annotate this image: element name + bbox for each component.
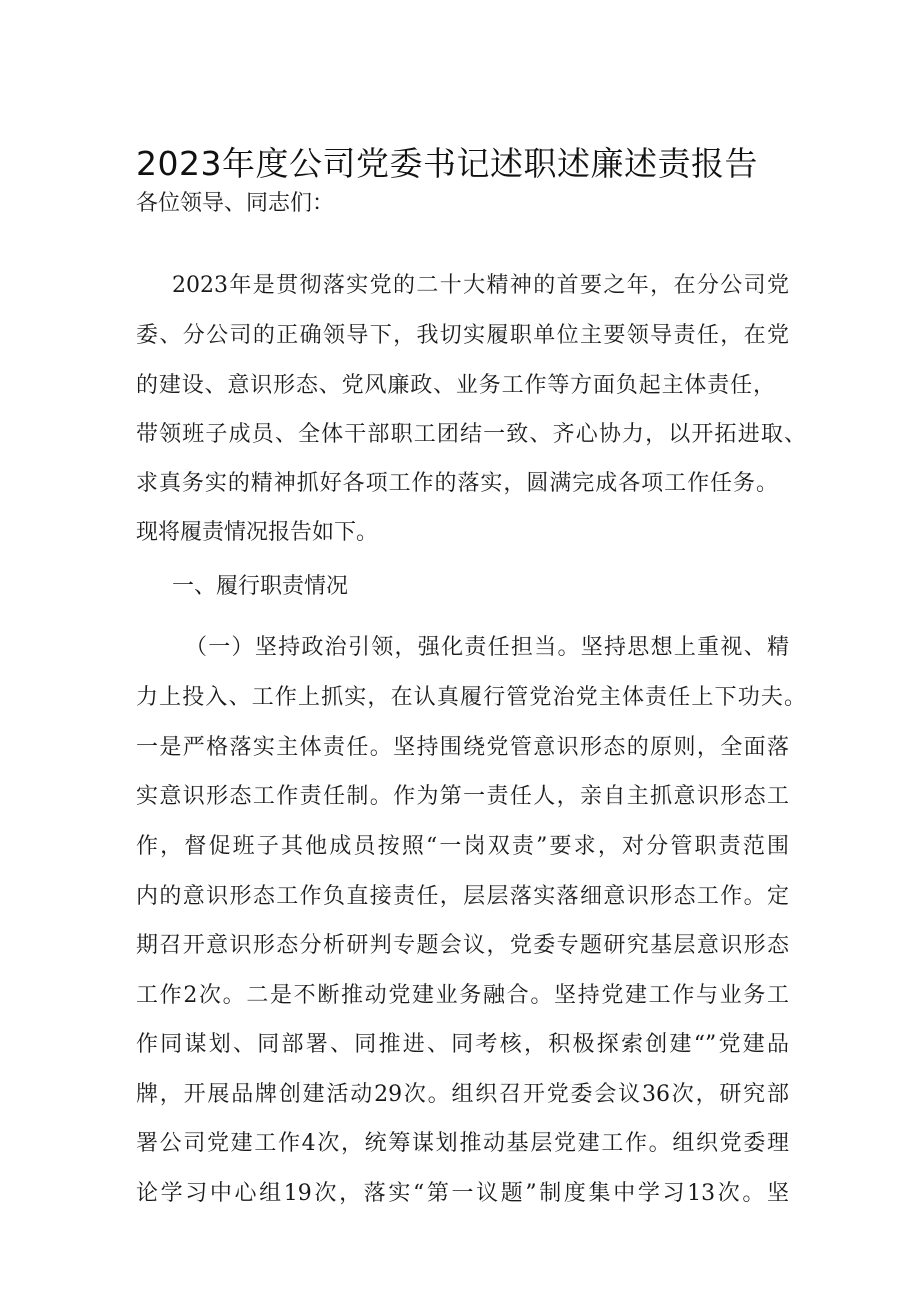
salutation: 各位领导、同志们：	[136, 191, 335, 216]
paragraph-1-line: 现将履责情况报告如下。	[136, 520, 379, 545]
paragraph-2-line: （一）坚持政治引领，强化责任担当。坚持思想上重视、精	[185, 635, 789, 660]
paragraph-1-line: 委、分公司的正确领导下，我切实履职单位主要领导责任，在党	[136, 323, 789, 348]
paragraph-2-line: 署公司党建工作4次，统筹谋划推动基层党建工作。组织党委理	[136, 1131, 789, 1156]
paragraph-2-line: 工作2次。二是不断推动党建业务融合。坚持党建工作与业务工	[136, 983, 789, 1008]
paragraph-2-line: 一是严格落实主体责任。坚持围绕党管意识形态的原则，全面落	[136, 735, 789, 760]
paragraph-2-line: 作，督促班子其他成员按照“一岗双责”要求，对分管职责范围	[136, 834, 789, 859]
document-title: 2023年度公司党委书记述职述廉述责报告	[136, 144, 758, 183]
section-heading: 一、履行职责情况	[172, 574, 349, 599]
paragraph-1-line: 带领班子成员、全体干部职工团结一致、齐心协力，以开拓进取、	[136, 422, 806, 447]
paragraph-1-line: 的建设、意识形态、党风廉政、业务工作等方面负起主体责任，	[136, 373, 775, 398]
paragraph-1-line: 2023年是贯彻落实党的二十大精神的首要之年，在分公司党	[172, 273, 789, 298]
paragraph-2-line: 实意识形态工作责任制。作为第一责任人，亲自主抓意识形态工	[136, 784, 789, 809]
paragraph-2-line: 牌，开展品牌创建活动29次。组织召开党委会议36次，研究部	[136, 1082, 789, 1107]
paragraph-2-line: 论学习中心组19次，落实“第一议题”制度集中学习13次。坚	[136, 1181, 789, 1206]
paragraph-2-line: 内的意识形态工作负直接责任，层层落实落细意识形态工作。定	[136, 884, 789, 909]
paragraph-2-line: 期召开意识形态分析研判专题会议，党委专题研究基层意识形态	[136, 933, 789, 958]
paragraph-2-line: 力上投入、工作上抓实，在认真履行管党治党主体责任上下功夫。	[136, 685, 806, 710]
paragraph-2-line: 作同谋划、同部署、同推进、同考核，积极探索创建“”党建品	[136, 1032, 789, 1057]
paragraph-1-line: 求真务实的精神抓好各项工作的落实，圆满完成各项工作任务。	[136, 471, 778, 496]
